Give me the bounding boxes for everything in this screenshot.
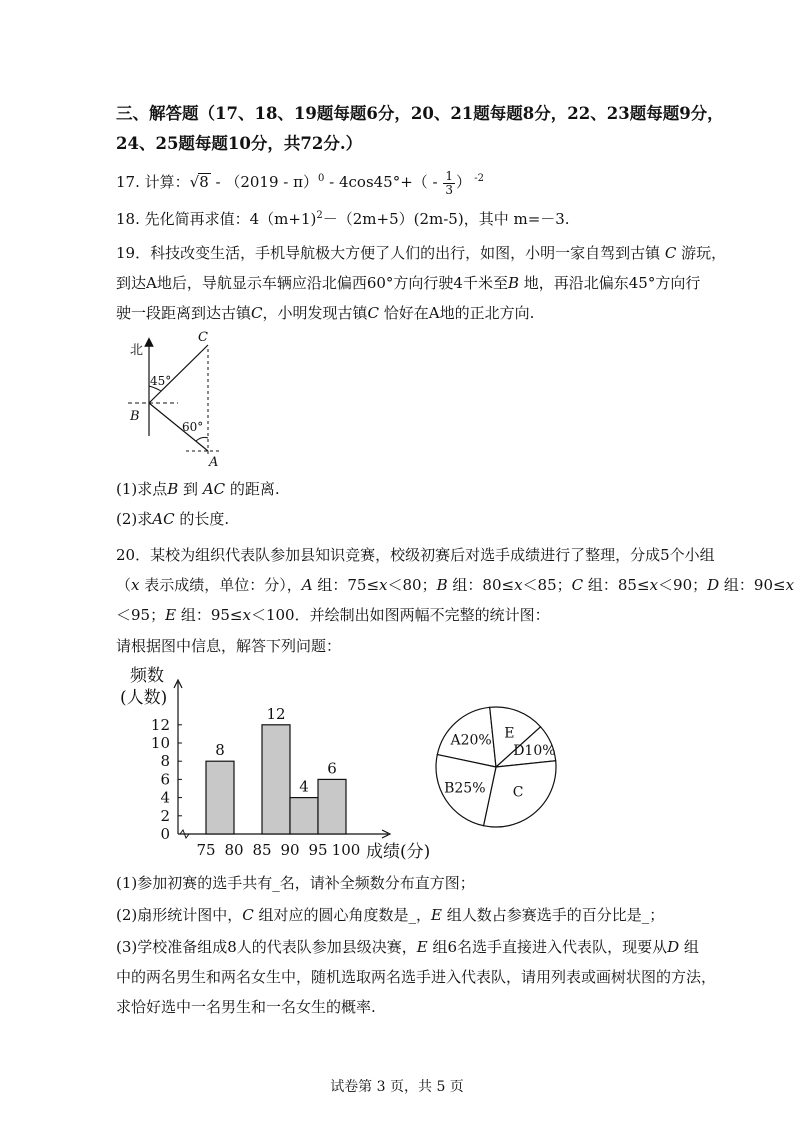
y-axis-title-line2: (人数) — [120, 688, 168, 708]
x-tick-label: 95 — [308, 841, 328, 859]
q19-line2 — [116, 273, 700, 293]
text: 地，再沿北偏东45°方向行 — [519, 274, 701, 292]
text: 组对应的圆心角度数是_， — [253, 906, 432, 924]
var-C: C — [251, 304, 263, 322]
y-tick-label: 0 — [160, 825, 170, 843]
var-x: x — [649, 576, 659, 594]
point-b-label: B — [130, 409, 140, 424]
q17-prefix: 17. 计算： — [116, 173, 190, 191]
x-tick-label: 75 — [196, 841, 216, 859]
sqrt-radicand: 8 — [199, 173, 209, 191]
angle-45-label: 45° — [150, 374, 172, 388]
text: ＜85； — [522, 576, 572, 594]
group-e: E — [416, 938, 428, 956]
text: （ — [116, 576, 132, 594]
text: 组：90≤ — [719, 576, 786, 594]
text: 表示成绩，单位：分）， — [139, 576, 302, 594]
x-tick-label: 85 — [252, 841, 272, 859]
text: 组人数占参赛选手的百分比是_； — [441, 906, 665, 924]
point-c-label: C — [198, 330, 208, 345]
x-tick-label: 100 — [331, 841, 361, 859]
text: 到达A地后，导航显示车辆应沿北偏西60°方向行驶4千米至 — [116, 274, 508, 292]
var-B: B — [167, 480, 179, 498]
y-tick-label: 8 — [160, 752, 170, 771]
y-tick-label: 12 — [150, 715, 170, 734]
histogram-bar-e — [318, 779, 346, 834]
var-C: C — [664, 244, 677, 262]
group-d: D — [707, 576, 720, 594]
y-tick-label: 10 — [150, 734, 170, 752]
q19-sub1 — [116, 479, 280, 499]
x-axis-title: 成绩(分) — [366, 842, 431, 862]
text: 的长度. — [174, 510, 230, 528]
pie-slice-label: D10% — [513, 742, 556, 759]
bar-value-label: 4 — [299, 777, 309, 796]
frac-den: 3 — [445, 182, 454, 197]
bar-value-label: 12 — [266, 704, 286, 723]
text: 恰好在A地的正北方向. — [379, 304, 535, 322]
var-AC: AC — [152, 510, 175, 528]
angle-60-arc — [196, 437, 208, 441]
section-heading-line1: 三、解答题（17、18、19题每题6分，20、21题每题8分，22、23题每题9分， — [116, 104, 724, 123]
text: 组：85≤ — [583, 576, 650, 594]
q20-line2 — [116, 575, 794, 595]
y-tick-label: 4 — [160, 788, 170, 807]
x-tick-label: 90 — [280, 841, 300, 859]
sqrt-sign: √ — [189, 173, 200, 191]
pie-chart — [426, 702, 566, 832]
text: ＜95； — [116, 606, 166, 624]
page-footer: 试卷第 3 页，共 5 页 — [330, 1079, 464, 1095]
text: ＜90； — [658, 576, 708, 594]
var-AC: AC — [202, 480, 226, 498]
bar-value-label: 8 — [215, 741, 225, 760]
text: (1)求点 — [116, 480, 168, 498]
group-c: C — [571, 576, 584, 594]
text: (2)扇形统计图中， — [116, 906, 243, 924]
histogram-bar-a — [206, 761, 234, 834]
angle-60-label: 60° — [182, 420, 204, 434]
frequency-histogram — [116, 662, 432, 862]
text: 组 — [679, 938, 699, 956]
q18-exp2: 2 — [316, 210, 323, 221]
group-d: D — [667, 938, 680, 956]
text: 组：95≤ — [176, 606, 243, 624]
q20-sub3-line2: 中的两名男生和两名女生中，随机选取两名选手进入代表队，请用列表或画树状图的方法， — [116, 968, 717, 986]
text: ，小明发现古镇 — [262, 304, 368, 322]
group-c: C — [242, 906, 254, 924]
y-tick-label: 6 — [160, 770, 170, 789]
q17-part3: - 4cos45°+（ - — [324, 173, 443, 191]
q20-sub2 — [116, 905, 664, 925]
text: (3)学校准备组成8人的代表队参加县级决赛， — [116, 938, 417, 956]
group-e: E — [431, 906, 442, 924]
x-tick-label: 80 — [224, 841, 244, 859]
pie-slice-label: B25% — [444, 780, 486, 797]
group-b: B — [436, 576, 448, 594]
question-18 — [116, 206, 570, 229]
q17-exp-neg2: -2 — [471, 173, 484, 184]
q20-line1: 20．某校为组织代表队参加县知识竞赛，校级初赛后对选手成绩进行了整理，分成5个小组 — [116, 546, 715, 564]
group-e: E — [165, 606, 177, 624]
histogram-bar-c — [262, 725, 290, 834]
section-heading-line2: 24、25题每题10分，共72分.） — [116, 134, 363, 153]
q17-exp0: 0 — [317, 173, 325, 184]
fraction-one-third — [443, 170, 455, 197]
q19-sub2 — [116, 509, 229, 529]
text: 到 — [178, 480, 203, 498]
text: 组：75≤ — [312, 576, 380, 594]
pie-slice-label: E — [504, 725, 515, 742]
var-x: x — [514, 576, 523, 594]
q20-line4: 请根据图中信息，解答下列问题： — [116, 637, 342, 655]
point-a-label: A — [209, 455, 219, 470]
text: 组6名选手直接进入代表队，现要从 — [427, 938, 668, 956]
question-17 — [116, 169, 484, 197]
north-label: 北 — [130, 343, 144, 358]
q20-sub3-line3: 求恰好选中一名男生和一名女生的概率. — [116, 998, 376, 1016]
q20-sub1: (1)参加初赛的选手共有_名，请补全频数分布直方图； — [116, 874, 475, 892]
q17-part2: - （2019 - π） — [210, 173, 318, 191]
text: ＜100．并绘制出如图两幅不完整的统计图： — [250, 606, 550, 624]
q20-line3 — [116, 605, 550, 625]
q20-sub3 — [116, 937, 699, 957]
q17-part4: ） — [456, 173, 472, 191]
pie-slice-label: C — [512, 784, 524, 801]
var-x: x — [131, 576, 140, 594]
text: 游玩， — [676, 244, 727, 262]
var-x: x — [785, 576, 794, 594]
q19-navigation-figure — [116, 328, 236, 470]
q18-rest: －（2m+5）(2m-5)，其中 m=－3. — [322, 210, 570, 228]
bar-value-label: 6 — [327, 759, 337, 778]
q19-line3 — [116, 303, 534, 323]
pie-slice-label: A20% — [450, 732, 492, 749]
frac-num: 1 — [445, 168, 454, 183]
q18-prefix: 18. 先化简再求值：4（m+1) — [116, 210, 317, 228]
text: 组：80≤ — [447, 576, 515, 594]
y-tick-label: 2 — [160, 806, 170, 825]
y-axis-title-line1: 频数 — [130, 666, 164, 686]
text: 驶一段距离到达古镇 — [116, 304, 252, 322]
var-x: x — [379, 576, 388, 594]
group-a: A — [301, 576, 313, 594]
histogram-bar-d — [290, 798, 318, 834]
var-B: B — [507, 274, 519, 292]
var-C: C — [367, 304, 379, 322]
text: ＜80； — [387, 576, 437, 594]
text: (2)求 — [116, 510, 153, 528]
var-x: x — [242, 606, 251, 624]
q19-line1 — [116, 243, 726, 263]
text: 的距离. — [225, 480, 280, 498]
text: 19．科技改变生活，手机导航极大方便了人们的出行，如图，小明一家自驾到古镇 — [116, 244, 665, 262]
